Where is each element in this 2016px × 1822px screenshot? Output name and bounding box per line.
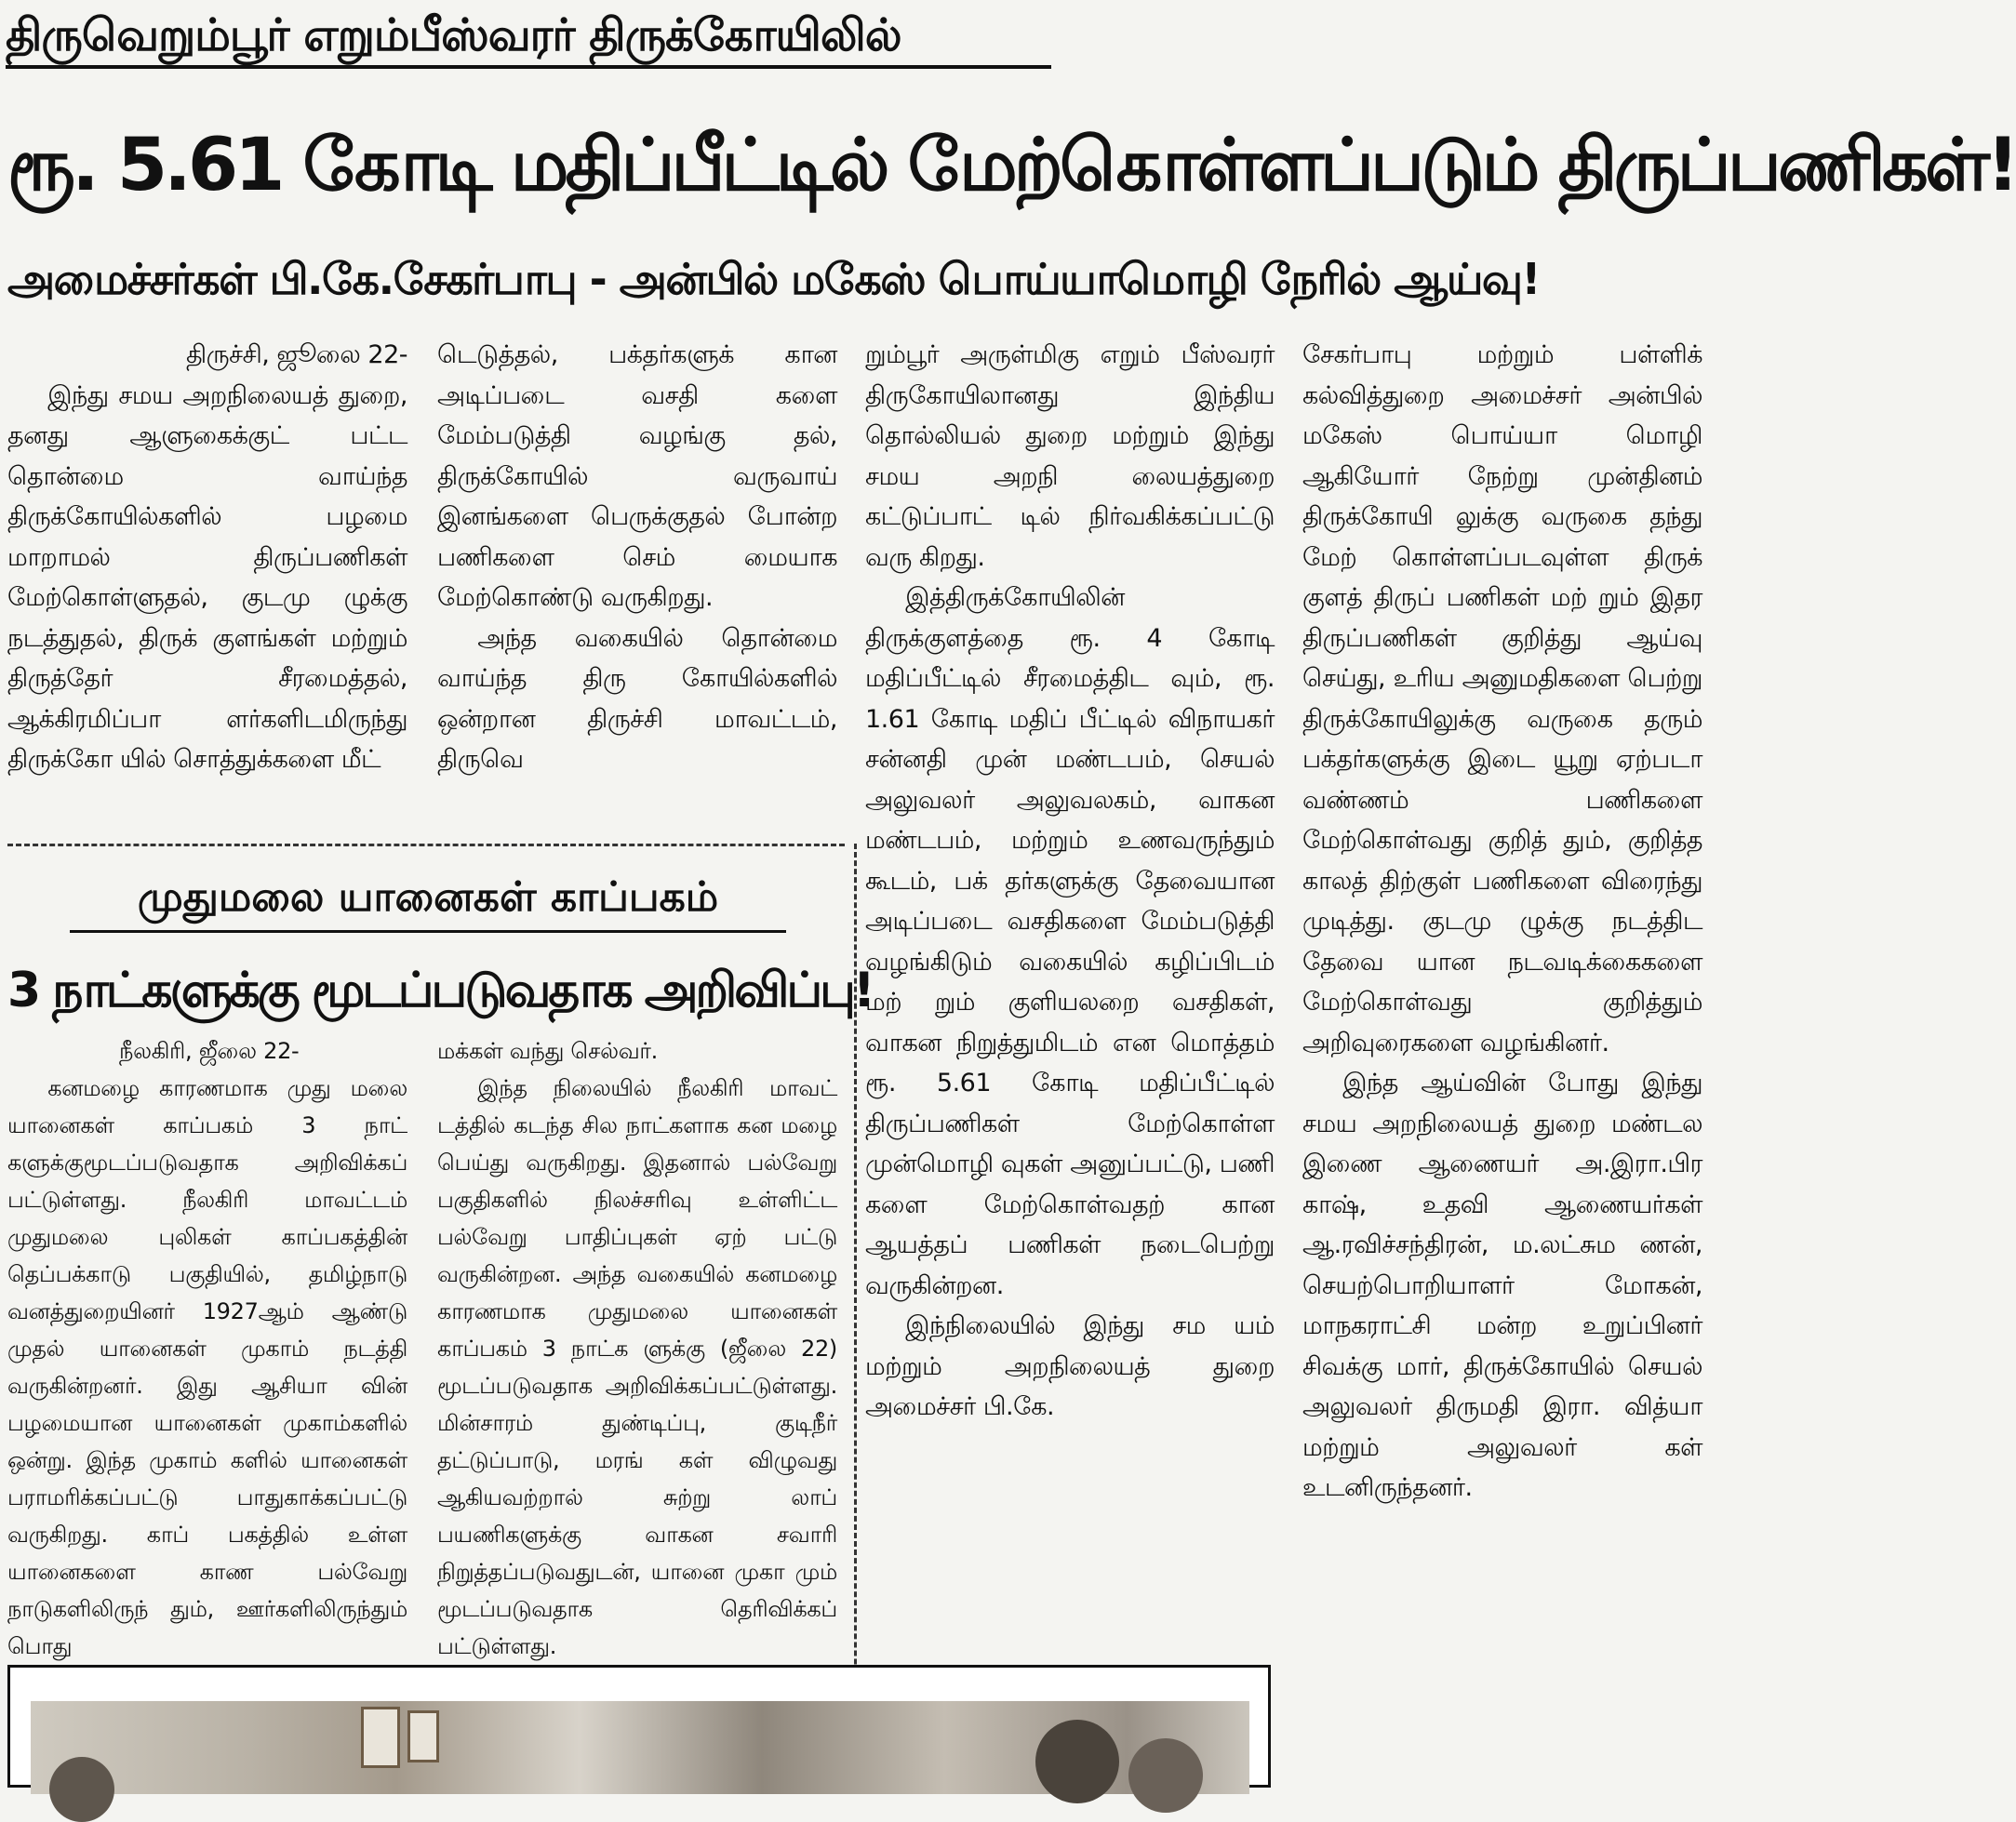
article2-paragraph: இந்த நிலையில் நீலகிரி மாவட் டத்தில் கடந்த சில நாட்களாக கன மழை பெய்து வருகிறது. இதனால் பல்வேறு பகுதிகளில் நிலச்சரிவு உள்ளிட்ட பல்வேறு பாதிப்புகள் ஏற் பட்டு வருகின்றன. அந்த வகையில் கனமழை காரணமாக முதுமலை யானைகள் காப்பகம் 3 நாட்க ளுக்கு (ஜீலை 22) மூடப்படுவதாக அறிவிக்கப்பட்டுள்ளது. மின்சாரம் துண்டிப்பு, குடிநீர் தட்டுப்பாடு, மரங் கள் விழுவது ஆகியவற்றால் சுற்று லாப் பயணிகளுக்கு வாகன சவாரி நிறுத்தப்படுவதுடன், யானை முகா மும் மூடப்படுவதாக தெரிவிக்கப் பட்டுள்ளது. xyxy=(437,1075,837,1659)
article2-paragraph: கனமழை காரணமாக முது மலை யானைகள் காப்பகம் 3 நாட் களுக்குமூடப்படுவதாக அறிவிக்கப் பட்டுள்ளது. நீலகிரி மாவட்டம் முதுமலை புலிகள் காப்பகத்தின் தெப்பக்காடு பகுதியில், தமிழ்நாடு வனத்துறையினர் 1927ஆம் ஆண்டு முதல் யானைகள் முகாம் நடத்தி வருகின்றனர். இது ஆசியா வின் பழமையான யானைகள் முகாம்களில் ஒன்று. இந்த முகாம் களில் யானைகள் பராமரிக்கப்பட்டு பாதுகாக்கப்பட்டு வருகிறது. காப் பகத்தில் உள்ள யானைகளை காண பல்வேறு நாடுகளிலிருந் தும், ஊர்களிலிருந்தும் பொது xyxy=(7,1075,407,1659)
article1-paragraph: டெடுத்தல், பக்தர்களுக் கான அடிப்படை வசதி களை மேம்படுத்தி வழங்கு தல், திருக்கோயில் வருவாய் இனங்களை பெருக்குதல் போன்ற பணிகளை செம் மையாக மேற்கொண்டு வருகிறது. xyxy=(437,340,837,612)
article1-paragraph: இந்நிலையில் இந்து சம யம் மற்றும் அறநிலையத் துறை அமைச்சர் பி.கே. xyxy=(865,1311,1275,1421)
article1-paragraph: இந்து சமய அறநிலையத் துறை, தனது ஆளுகைக்குட் பட்ட தொன்மை வாய்ந்த திருக்கோயில்களில் பழமை மாறாமல் திருப்பணிகள் மேற்கொள்ளுதல், குடமு ழுக்கு நடத்துதல், திருக் குளங்கள் மற்றும் திருத்தேர் சீரமைத்தல், ஆக்கிரமிப்பா ளர்களிடமிருந்து திருக்கோ யில் சொத்துக்களை மீட் xyxy=(7,380,407,774)
horizontal-divider xyxy=(7,844,845,846)
article2-column-1 xyxy=(7,1032,407,1659)
photo-person xyxy=(1035,1720,1119,1803)
photo-wall-frame xyxy=(407,1710,439,1762)
article1-kicker: திருவெறும்பூர் எறும்பீஸ்வரர் திருக்கோயிலில் xyxy=(6,6,1051,69)
photo-wall-frame xyxy=(361,1707,400,1768)
article1-paragraph: இந்த ஆய்வின் போது இந்து சமய அறநிலையத் துறை மண்டல இணை ஆணையர் அ.இரா.பிர காஷ், உதவி ஆணையர்கள் ஆ.ரவிச்சந்திரன், ம.லட்சும ணன், செயற்பொறியாளர் மோகன், மாநகராட்சி மன்ற உறுப்பினர் சிவக்கு மார், திருக்கோயில் செயல் அலுவலர் திருமதி இரா. வித்யா மற்றும் அலுவலர் கள் உடனிருந்தனர். xyxy=(1302,1069,1702,1502)
article1-paragraph: சேகர்பாபு மற்றும் பள்ளிக் கல்வித்துறை அமைச்சர் அன்பில் மகேஸ் பொய்யா மொழி ஆகியோர் நேற்று முன்தினம் திருக்கோயி லுக்கு வருகை தந்து மேற் கொள்ளப்படவுள்ள திருக் குளத் திருப் பணிகள் மற் றும் இதர திருப்பணிகள் குறித்து ஆய்வு செய்து, உரிய அனுமதிகளை பெற்று திருக்கோயிலுக்கு வருகை தரும் பக்தர்களுக்கு இடை யூறு ஏற்படா வண்ணம் பணிகளை மேற்கொள்வது குறித் தும், குறித்த காலத் திற்குள் பணிகளை விரைந்து முடித்து. குடமு ழுக்கு நடத்திட தேவை யான நடவடிக்கைகளை மேற்கொள்வது குறித்தும் அறிவுரைகளை வழங்கினர். xyxy=(1302,340,1702,1057)
article1-column-1 xyxy=(7,335,407,828)
article1-column-2 xyxy=(437,335,837,828)
news-photo xyxy=(7,1665,1271,1788)
article1-column-4 xyxy=(1302,335,1702,1772)
article2-paragraph: மக்கள் வந்து செல்வர். xyxy=(437,1038,658,1064)
article1-headline: ரூ. 5.61 கோடி மதிப்பீட்டில் மேற்கொள்ளப்படும் திருப்பணிகள்! xyxy=(7,124,2016,207)
photo-image xyxy=(31,1701,1249,1794)
article1-paragraph: இத்திருக்கோயிலின் திருக்குளத்தை ரூ. 4 கோடி மதிப்பீட்டில் சீரமைத்திட வும், ரூ. 1.61 கோடி மதிப் பீட்டில் விநாயகர் சன்னதி முன் மண்டபம், செயல் அலுவலர் அலுவலகம், வாகன மண்டபம், மற்றும் உணவருந்தும் கூடம், பக் தர்களுக்கு தேவையான அடிப்படை வசதிகளை மேம்படுத்தி வழங்கிடும் வகையில் கழிப்பிடம் மற் றும் குளியலறை வசதிகள், வாகன நிறுத்துமிடம் என மொத்தம் ரூ. 5.61 கோடி மதிப்பீட்டில் திருப்பணிகள் மேற்கொள்ள முன்மொழி வுகள் அனுப்பட்டு, பணி களை மேற்கொள்வதற் கான ஆயத்தப் பணிகள் நடைபெற்று வருகின்றன. xyxy=(865,583,1275,1300)
article1-paragraph: றும்பூர் அருள்மிகு எறும் பீஸ்வரர் திருகோயிலானது இந்திய தொல்லியல் துறை மற்றும் இந்து சமய அறநி லையத்துறை கட்டுப்பாட் டில் நிர்வகிக்கப்பட்டு வரு கிறது. xyxy=(865,340,1275,572)
article1-column-3 xyxy=(865,335,1275,1665)
photo-person xyxy=(49,1757,114,1822)
article2-headline: 3 நாட்களுக்கு மூடப்படுவதாக அறிவிப்பு! xyxy=(7,963,873,1018)
photo-person xyxy=(1128,1738,1203,1813)
article1-subhead: அமைச்சர்கள் பி.கே.சேகர்பாபு - அன்பில் மகேஸ் பொய்யாமொழி நேரில் ஆய்வு! xyxy=(7,254,1540,304)
article2-column-2 xyxy=(437,1032,837,1659)
article2-dateline: நீலகிரி, ஜீலை 22- xyxy=(119,1038,300,1064)
article1-dateline: திருச்சி, ஜூலை 22- xyxy=(185,340,407,369)
article1-paragraph: அந்த வகையில் தொன்மை வாய்ந்த திரு கோயில்களில் ஒன்றான திருச்சி மாவட்டம், திருவெ xyxy=(437,623,837,774)
article2-kicker: முதுமலை யானைகள் காப்பகம் xyxy=(70,865,786,933)
